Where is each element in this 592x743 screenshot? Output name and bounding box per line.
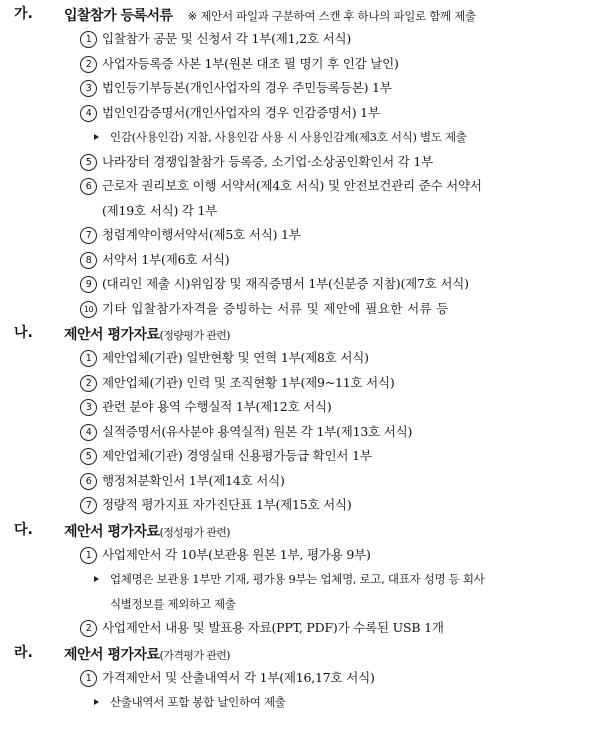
triangle-bullet-icon [94,576,99,582]
circled-number-2: 2 [80,620,97,637]
list-item [64,101,584,126]
list-item-text: 정량적 평가지표 자가진단표 1부(제15호 서식) [102,497,352,512]
section-note: (정성평가 관련) [159,525,230,539]
list-item [64,174,584,223]
list-item-text: 청렴계약이행서약서(제5호 서식) 1부 [102,227,301,242]
list-item-text: 사업자등록증 사본 1부(원본 대조 필 명기 후 인감 날인) [102,55,399,71]
list-item [64,543,584,568]
circled-number-4: 4 [80,424,97,441]
list-item-text: 입찰참가 공문 및 신청서 각 1부(제1,2호 서식) [102,31,352,46]
list-item-continuation: (제19호 서식) 각 1부 [102,202,218,218]
list-item-text: 근로자 권리보호 이행 서약서(제4호 서식) 및 안전보건관리 준수 서약서 [102,178,482,193]
section-heading-da [14,518,584,543]
circled-number-4: 4 [80,105,97,122]
list-item-text: 법인인감증명서(개인사업자의 경우 인감증명서) 1부 [102,104,380,120]
sub-bullet-text: 인감(사용인감) 지참, 사용인감 사용 시 사용인감계(제3호 서식) 별도 제출 [110,130,467,144]
section-note: (가격평가 관련) [159,648,230,662]
circled-number-1: 1 [80,547,97,564]
list-item [64,666,584,691]
circled-number-8: 8 [80,252,97,269]
list-item [64,272,584,297]
circled-number-9: 9 [80,276,97,293]
sub-bullet-text: 산출내역서 포함 봉합 날인하여 제출 [110,695,286,709]
list-item-text: 실적증명서(유사분야 용역실적) 원본 각 1부(제13호 서식) [102,423,413,439]
sub-bullet [64,690,584,715]
list-item-text: 가격제안서 및 산출내역서 각 1부(제16,17호 서식) [102,669,375,685]
list-item [64,469,584,494]
list-item [64,150,584,175]
list-item-text: 관련 분야 용역 수행실적 1부(제12호 서식) [102,399,332,414]
circled-number-2: 2 [80,56,97,73]
list-item [64,248,584,273]
circled-number-3: 3 [80,80,97,97]
list-item [64,223,584,248]
list-item-text: 사업제안서 각 10부(보관용 원본 1부, 평가용 9부) [102,546,371,562]
list-item [64,27,584,52]
list-item-text: 제안업체(기관) 일반현황 및 연혁 1부(제8호 서식) [102,350,369,365]
section-title: 제안서 평가자료 [64,523,160,540]
section-title: 입찰참가 등록서류 [64,8,173,24]
sub-bullet [64,125,584,150]
list-item-text: 법인등기부등본(개인사업자의 경우 주민등록등본) 1부 [102,80,392,95]
list-item-text: 서약서 1부(제6호 서식) [102,251,230,267]
triangle-bullet-icon [94,134,99,140]
list-item [64,395,584,420]
circled-number-1: 1 [80,350,97,367]
sub-bullet [64,567,584,616]
list-item-text: 사업제안서 내용 및 발표용 자료(PPT, PDF)가 수록된 USB 1개 [102,620,444,635]
section-note: (정량평가 관련) [159,329,230,342]
sub-bullet-continuation: 식별정보를 제외하고 제출 [110,596,236,611]
section-title: 제안서 평가자료 [64,646,160,663]
circled-number-7: 7 [80,497,97,514]
list-item-text: 제안업체(기관) 경영실태 신용평가등급 확인서 1부 [102,448,372,463]
list-item [64,493,584,518]
section-title: 제안서 평가자료 [64,327,160,343]
section-marker: 다. [14,521,33,538]
triangle-bullet-icon [94,699,99,705]
circled-number-5: 5 [80,448,97,465]
section-marker: 가. [14,6,33,22]
list-item-text: 기타 입찰참가자격을 증빙하는 서류 및 제안에 필요한 서류 등 [102,300,449,316]
section-note: ※ 제안서 파일과 구분하여 스캔 후 하나의 파일로 함께 제출 [187,9,476,23]
list-item [64,297,584,322]
list-item [64,616,584,641]
circled-number-10: 10 [80,301,97,318]
section-heading-na [14,321,584,346]
list-item [64,346,584,371]
list-item-text: (대리인 제출 시)위임장 및 재직증명서 1부(신분증 지참)(제7호 서식) [102,276,469,291]
circled-number-7: 7 [80,227,97,244]
circled-number-6: 6 [80,473,97,490]
circled-number-1: 1 [80,670,97,687]
section-marker: 라. [14,644,33,661]
circled-number-5: 5 [80,154,97,171]
section-heading-ga [14,2,584,27]
list-item [64,76,584,101]
list-item-text: 제안업체(기관) 인력 및 조직현황 1부(제9~11호 서식) [102,374,395,390]
circled-number-3: 3 [80,399,97,416]
list-item-text: 행정처분확인서 1부(제14호 서식) [102,472,285,488]
section-heading-ra [14,641,584,666]
section-marker: 나. [14,325,33,341]
list-item [64,420,584,445]
circled-number-6: 6 [80,178,97,195]
list-item [64,52,584,77]
list-item-text: 나라장터 경쟁입찰참가 등록증, 소기업·소상공인확인서 각 1부 [102,153,434,169]
circled-number-1: 1 [80,31,97,48]
circled-number-2: 2 [80,375,97,392]
sub-bullet-text: 업체명은 보관용 1부만 기재, 평가용 9부는 업체명, 로고, 대표자 성명 등 회사 [110,572,485,586]
list-item [64,444,584,469]
list-item [64,371,584,396]
